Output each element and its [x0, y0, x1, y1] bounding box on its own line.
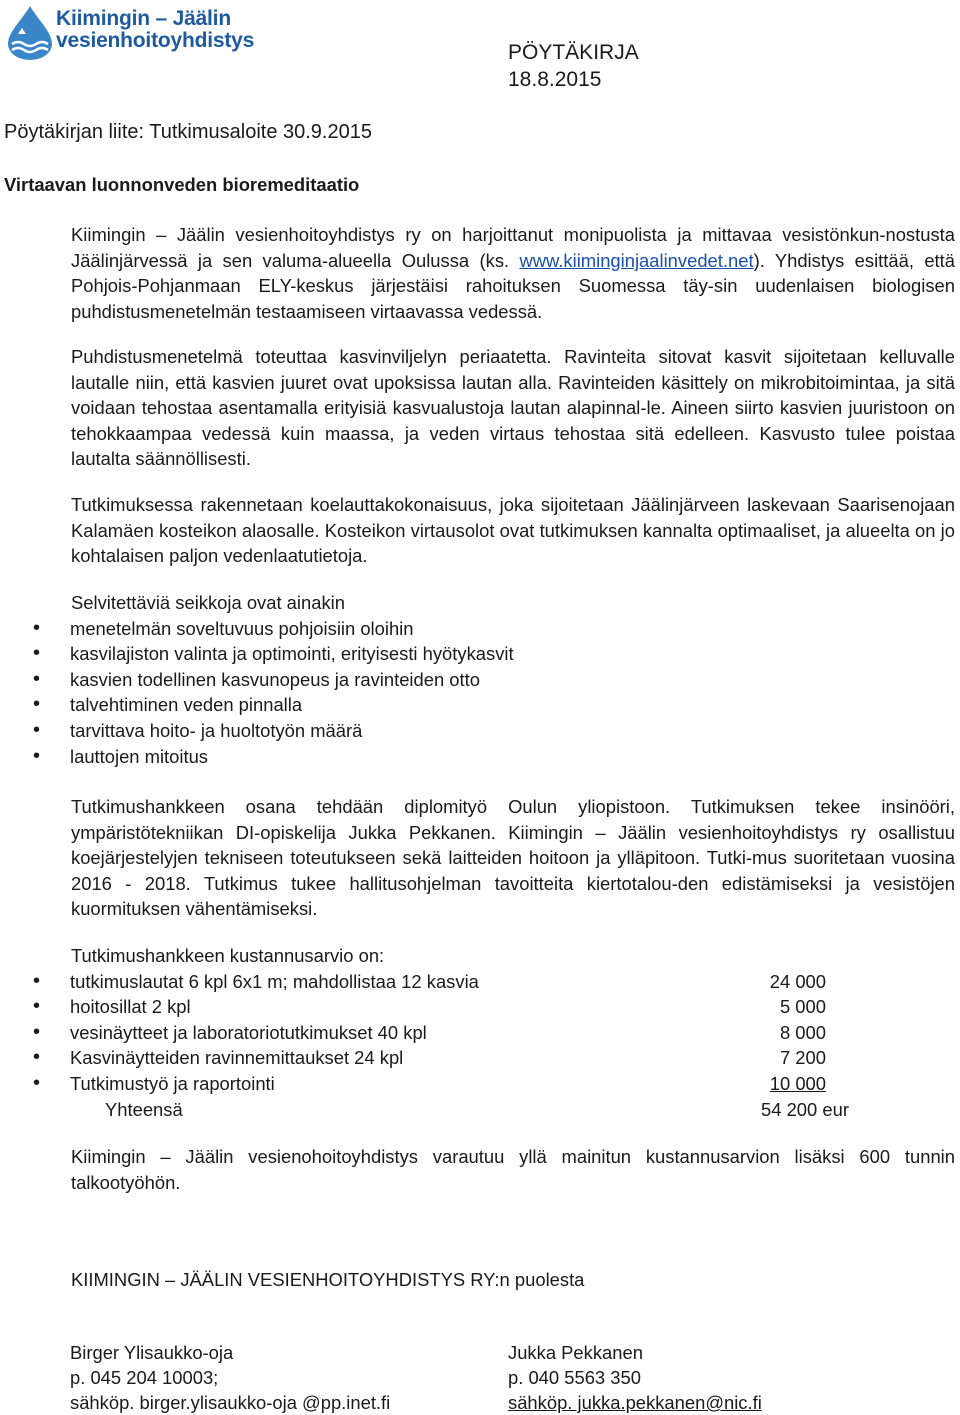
issues-section: [71, 590, 955, 769]
research-text: Tutkimuksessa rakennetaan koelauttakokonaisuus, joka sijoitetaan Jäälinjärveen laskevaan Saarisenojaan Kalamäen kosteikon alaosalle. Kosteikon virtausolot ovat tutkimuksen kannalta optimaaliset, ja alueelta on jo kohtalaisen paljon vedenlaatutietoja.: [71, 494, 955, 567]
budget-item-value: 5 000: [779, 996, 826, 1018]
thesis-text: Tutkimushankkeen osana tehdään diplomityö Oulun yliopistoon. Tutkimuksen tekee insinööri, ympäristötekniikan DI-opiskelija Jukka Pekkanen. Kiimingin – Jäälin vesienhoitoyhdistys ry osallistuu koejärjestelyjen tekniseen toteutukseen sekä laitteiden hoitoon ja ylläpitoon. Tutki-mus suoritetaan vuosina 2016 - 2018. Tutkimus tukee hallitusohjelman tavoitteita kiertotalou-den edistämiseksi ja vesistöjen kuormituksen vähentämiseksi.: [71, 796, 955, 920]
document-type: PÖYTÄKIRJA: [508, 41, 639, 64]
issue-item: • lauttojen mitoitus: [0, 744, 955, 770]
budget-section: [71, 943, 955, 1122]
budget-item-label: • vesinäytteet ja laboratoriotutkimukset 40 kpl: [70, 1021, 427, 1043]
logo-text: [56, 8, 254, 52]
volunteer-text: Kiimingin – Jäälin vesienohoitoyhdistys varautuu yllä mainitun kustannusarvion lisäksi 600 tunnin talkootyöhön.: [71, 1146, 955, 1193]
budget-intro: Tutkimushankkeen kustannusarvio on:: [71, 945, 385, 966]
signoff-line: KIIMINGIN – JÄÄLIN VESIENHOITOYHDISTYS RY:n puolesta: [71, 1269, 585, 1290]
budget-total-value: 54 200 eur: [761, 1098, 849, 1120]
issue-item: • kasvilajiston valinta ja optimointi, erityisesti hyötykasvit: [0, 641, 955, 667]
budget-row: [0, 969, 955, 995]
signatory-1: [70, 1340, 390, 1415]
budget-item-label: • tutkimuslautat 6 kpl 6x1 m; mahdollistaa 12 kasvia: [70, 970, 479, 992]
signatory-2: [508, 1340, 762, 1415]
signatory-email: sähköp. jukka.pekkanen@nic.fi: [508, 1392, 762, 1413]
budget-item-label: • hoitosillat 2 kpl: [70, 996, 191, 1018]
method-paragraph: [71, 344, 955, 472]
signatory-name: Jukka Pekkanen: [508, 1342, 643, 1363]
budget-row: [0, 994, 955, 1020]
budget-item-value: 7 200: [779, 1047, 826, 1069]
budget-item-value: 8 000: [779, 1021, 826, 1043]
method-text: Puhdistusmenetelmä toteuttaa kasvinviljelyn periaatetta. Ravinteita sitovat kasvit sijoitetaan kelluvalle lautalle niin, että kasvien juuret ovat upoksissa lautan alla. Ravinteiden käsittely on mikrobitoimintaa, ja sitä voidaan tehostaa asentamalla erityisiä kasvualustoja lautan alapinnal-le. Aineen siirto kasvien juuristoon on tehokkaampaa vedessä kuin maassa, ja veden virtaus tehostaa sitä edelleen. Kasvusto tulee poistaa lautalta säännöllisesti.: [71, 346, 955, 470]
signatory-name: Birger Ylisaukko-oja: [70, 1342, 234, 1363]
budget-total-label: Yhteensä: [105, 1098, 183, 1120]
budget-item-label: • Kasvinäytteiden ravinnemittaukset 24 kpl: [70, 1047, 404, 1069]
budget-item-value: 24 000: [769, 970, 826, 992]
signatory-phone: p. 045 204 10003;: [70, 1367, 219, 1388]
document-title: Virtaavan luonnonveden bioremeditaatio: [4, 174, 360, 195]
budget-row: [0, 1045, 955, 1071]
issue-item: • tarvittava hoito- ja huoltotyön määrä: [0, 718, 955, 744]
signatory-email: sähköp. birger.ylisaukko-oja @pp.inet.fi: [70, 1392, 391, 1413]
issue-item: • kasvien todellinen kasvunopeus ja ravinteiden otto: [0, 667, 955, 693]
intro-paragraph: [71, 222, 955, 324]
thesis-paragraph: [71, 794, 955, 922]
budget-item-value: 10 000: [769, 1072, 826, 1094]
issues-intro: Selvitettäviä seikkoja ovat ainakin: [71, 592, 345, 613]
intro-text-2: ). Yhdistys esittää, että Pohjois-Pohjanmaan ELY-keskus järjestäisi rahoituksen Suomessa täy-sin uudenlaisen biologisen puhdistusmenetelmän testaamiseen virtaavassa vedessä.: [71, 249, 955, 322]
logo-line-1: Kiimingin – Jäälin: [56, 7, 231, 30]
budget-total-row: [0, 1097, 955, 1123]
intro-text-1: Kiimingin – Jäälin vesienhoitoyhdistys ry on harjoittanut monipuolista ja mittavaa vesistönkun-nostusta Jäälinjärvessä ja sen valuma-alueella Oulussa (ks.: [71, 224, 955, 271]
logo-line-2: vesienhoitoyhdistys: [56, 29, 255, 52]
signatory-phone: p. 040 5563 350: [508, 1367, 641, 1388]
website-link[interactable]: www.kiiminginjaalinvedet.net: [519, 249, 754, 271]
water-drop-icon: [4, 4, 56, 62]
research-paragraph: [71, 492, 955, 569]
volunteer-paragraph: [71, 1144, 955, 1195]
budget-row: [0, 1020, 955, 1046]
issue-item: • talvehtiminen veden pinnalla: [0, 692, 955, 718]
budget-row: [0, 1071, 955, 1097]
issue-item: • menetelmän soveltuvuus pohjoisiin oloihin: [0, 616, 955, 642]
appendix-line: Pöytäkirjan liite: Tutkimusaloite 30.9.2015: [4, 121, 372, 143]
budget-item-label: • Tutkimustyö ja raportointi: [70, 1072, 275, 1094]
document-date: 18.8.2015: [508, 68, 602, 91]
